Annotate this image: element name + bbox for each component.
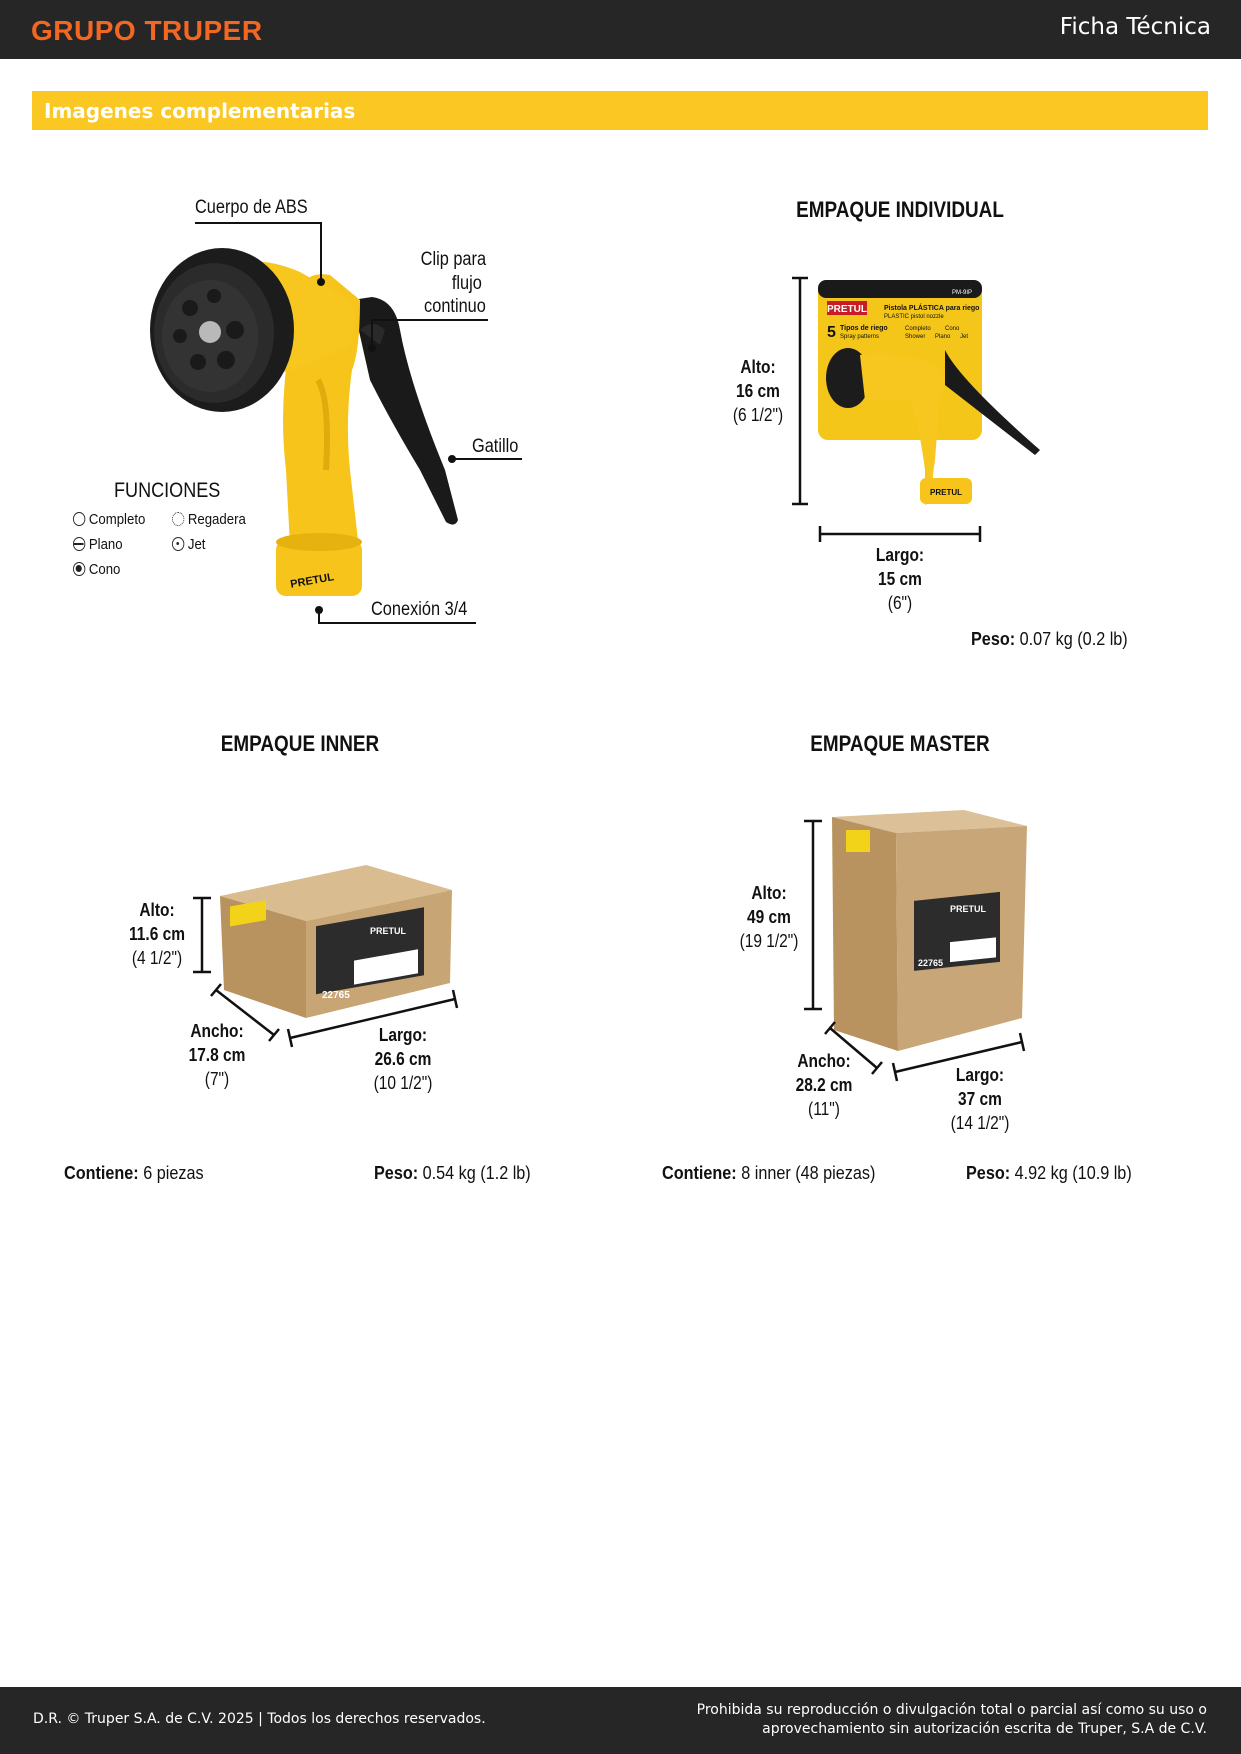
- master-package-title: EMPAQUE MASTER: [810, 731, 990, 756]
- inner-box-image: [220, 865, 452, 1018]
- spray-jet-icon: [172, 537, 184, 551]
- svg-text:PRETUL: PRETUL: [930, 488, 962, 497]
- svg-text:PM-9IP: PM-9IP: [951, 290, 972, 296]
- svg-text:22765: 22765: [322, 990, 350, 1001]
- svg-text:Cono: Cono: [945, 326, 960, 332]
- copyright-text: D.R. © Truper S.A. de C.V. 2025 | Todos los derechos reservados.: [33, 1711, 486, 1727]
- function-completo: Completo: [73, 511, 145, 528]
- master-weight: Peso: 4.92 kg (10.9 lb): [966, 1163, 1132, 1183]
- legal-notice: [647, 1701, 1207, 1739]
- individual-height: Alto: 16 cm (6 1/2"): [732, 357, 784, 425]
- callout-trigger: Gatillo: [472, 436, 519, 457]
- inner-contents: Contiene: 6 piezas: [64, 1163, 204, 1183]
- master-height: Alto: 49 cm (19 1/2"): [739, 883, 799, 951]
- document-title: Ficha Técnica: [1059, 14, 1211, 40]
- functions-title: FUNCIONES: [114, 479, 221, 502]
- svg-text:Tipos de riego: Tipos de riego: [840, 325, 888, 332]
- svg-text:PRETUL: PRETUL: [950, 904, 986, 914]
- callout-clip-line3: continuo: [424, 296, 486, 317]
- svg-text:PRETUL: PRETUL: [289, 571, 335, 591]
- inner-height: Alto: 11.6 cm (4 1/2"): [129, 900, 185, 968]
- spray-shower-icon: [172, 512, 184, 526]
- callout-connection: Conexión 3/4: [371, 599, 468, 620]
- function-cono: Cono: [73, 561, 120, 578]
- inner-package-title: EMPAQUE INNER: [220, 731, 380, 756]
- svg-text:Spray patterns: Spray patterns: [840, 334, 880, 340]
- callout-clip-line2: flujo: [452, 273, 482, 294]
- brand-logo: GRUPO TRUPER: [31, 15, 263, 46]
- individual-length: Largo: 15 cm (6"): [875, 545, 925, 613]
- function-regadera: Regadera: [172, 511, 246, 528]
- svg-text:Completo: Completo: [905, 326, 931, 332]
- svg-text:PRETUL: PRETUL: [827, 304, 867, 315]
- callout-body: Cuerpo de ABS: [195, 197, 308, 218]
- inner-width: Ancho: 17.8 cm (7"): [188, 1021, 246, 1089]
- legal-notice-line2: aprovechamiento sin autorización escrita de Truper, S.A de C.V.: [762, 1721, 1207, 1737]
- inner-length: Largo: 26.6 cm (10 1/2"): [373, 1025, 433, 1093]
- spray-full-icon: [73, 512, 85, 526]
- svg-text:5: 5: [827, 324, 836, 341]
- page-footer: [0, 1687, 1241, 1754]
- svg-text:PLASTIC pistol nozzle: PLASTIC pistol nozzle: [884, 314, 944, 320]
- blister-card-image: [818, 280, 1040, 505]
- section-title: Imagenes complementarias: [44, 99, 356, 123]
- svg-text:22765: 22765: [918, 958, 944, 968]
- function-plano: Plano: [73, 536, 123, 553]
- individual-weight: Peso: 0.07 kg (0.2 lb): [971, 629, 1128, 649]
- inner-weight: Peso: 0.54 kg (1.2 lb): [374, 1163, 531, 1183]
- svg-text:PRETUL: PRETUL: [370, 926, 406, 936]
- master-width: Ancho: 28.2 cm (11"): [795, 1051, 853, 1119]
- svg-text:Shower: Shower: [905, 334, 926, 340]
- spray-cone-icon: [73, 562, 85, 576]
- master-contents: Contiene: 8 inner (48 piezas): [662, 1163, 876, 1183]
- individual-package-title: EMPAQUE INDIVIDUAL: [796, 197, 1004, 222]
- function-jet: Jet: [172, 536, 205, 553]
- master-length: Largo: 37 cm (14 1/2"): [950, 1065, 1010, 1133]
- svg-text:Pistola PLÁSTICA para riego: Pistola PLÁSTICA para riego: [884, 305, 980, 312]
- svg-text:Plano: Plano: [935, 334, 951, 340]
- master-box-image: [832, 810, 1027, 1051]
- legal-notice-line1: Prohibida su reproducción o divulgación total o parcial así como su uso o: [696, 1702, 1207, 1718]
- spray-flat-icon: [73, 537, 85, 551]
- callout-clip-line1: Clip para: [420, 249, 486, 270]
- svg-text:Jet: Jet: [960, 334, 969, 340]
